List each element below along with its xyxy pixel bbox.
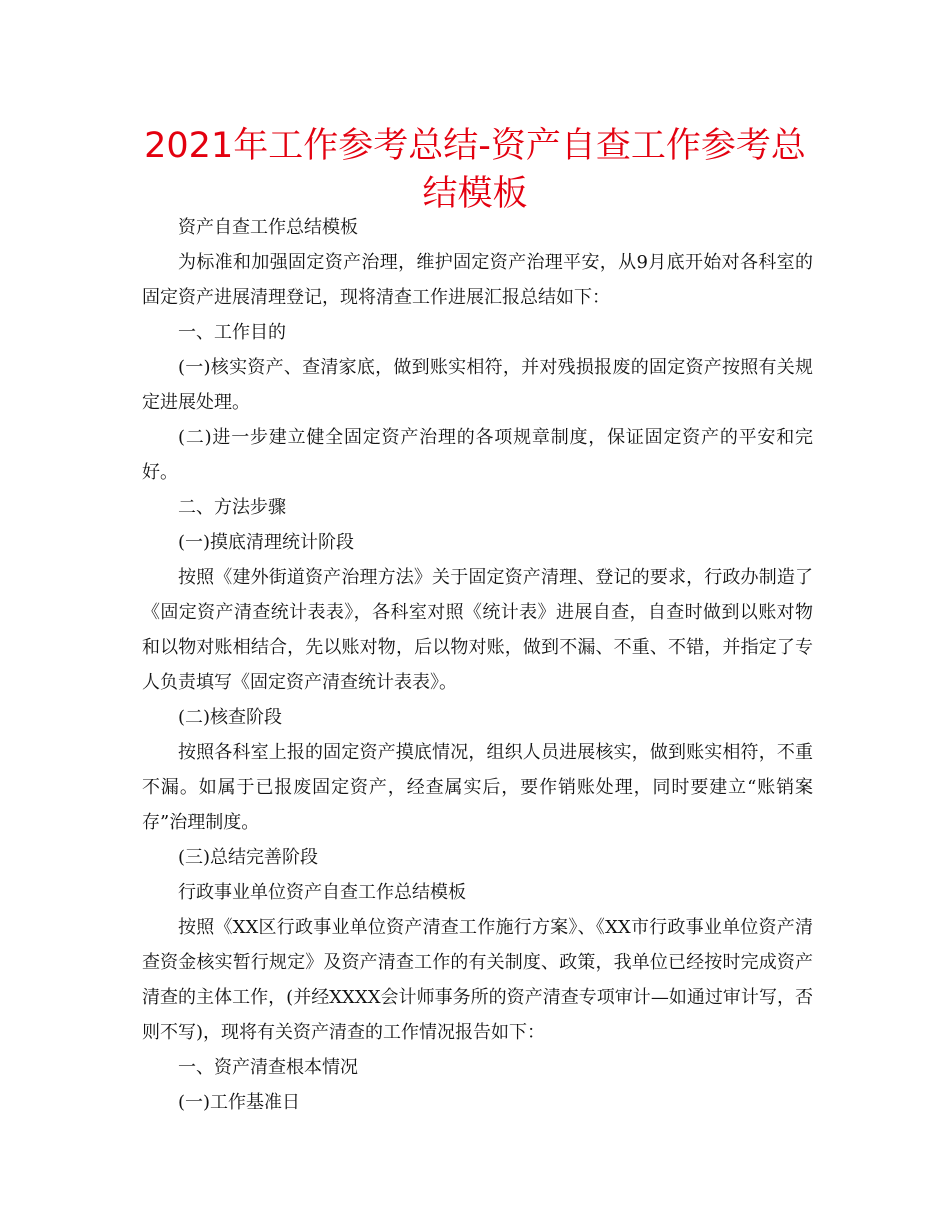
- document-body: [142, 210, 813, 1120]
- section-heading: 二、方法步骤: [178, 497, 286, 518]
- section-heading: 一、资产清查根本情况: [178, 1057, 358, 1078]
- section-heading: 一、工作目的: [178, 322, 286, 343]
- paragraph: 行政事业单位资产自查工作总结模板: [178, 882, 466, 903]
- subsection-heading: (一)摸底清理统计阶段: [178, 532, 355, 553]
- subsection-heading: (二)核查阶段: [178, 707, 283, 728]
- paragraph: (一)核实资产、查清家底，做到账实相符，并对残损报废的固定资产按照有关规定进展处理。: [142, 357, 813, 413]
- paragraph: (二)进一步建立健全固定资产治理的各项规章制度，保证固定资产的平安和完好。: [142, 427, 813, 483]
- subsection-heading: (三)总结完善阶段: [178, 847, 319, 868]
- paragraph: 为标准和加强固定资产治理，维护固定资产治理平安，从9月底开始对各科室的固定资产进展清理登记，现将清查工作进展汇报总结如下：: [142, 252, 813, 308]
- document-title: 2021年工作参考总结-资产自查工作参考总结模板: [144, 126, 806, 214]
- paragraph: 按照《XX区行政事业单位资产清查工作施行方案》、《XX市行政事业单位资产清查资金核实暂行规定》及资产清查工作的有关制度、政策，我单位已经按时完成资产清查的主体工作，(并经XXXX会计师事务所的资产清查专项审计—如通过审计写，否则不写)，现将有关资产清查的工作情况报告如下：: [142, 917, 813, 1043]
- paragraph: 资产自查工作总结模板: [178, 217, 358, 238]
- paragraph: 按照各科室上报的固定资产摸底情况，组织人员进展核实，做到账实相符，不重不漏。如属于已报废固定资产，经查属实后，要作销账处理，同时要建立“账销案存”治理制度。: [142, 742, 813, 833]
- paragraph: 按照《建外街道资产治理方法》关于固定资产清理、登记的要求，行政办制造了《固定资产清查统计表表》，各科室对照《统计表》进展自查，自查时做到以账对物和以物对账相结合，先以账对物，后以物对账，做到不漏、不重、不错，并指定了专人负责填写《固定资产清查统计表表》。: [142, 567, 813, 693]
- subsection-heading: (一)工作基准日: [178, 1092, 301, 1113]
